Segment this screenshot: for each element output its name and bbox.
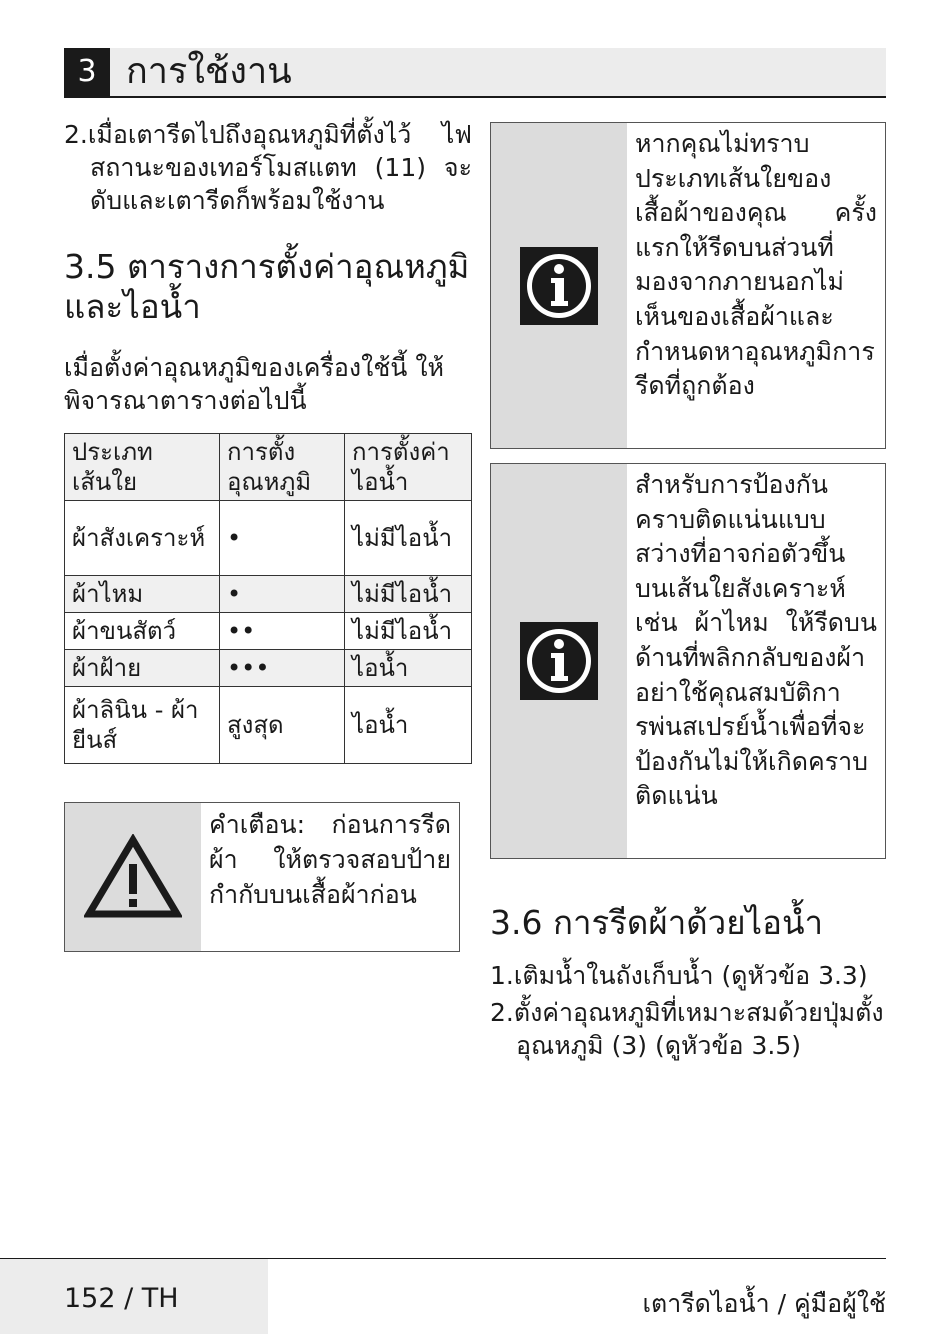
table-cell-fiber: ผ้าไหม (65, 576, 220, 613)
info-icon-panel (491, 123, 627, 448)
step-2: 2.ตั้งค่าอุณหภูมิที่เหมาะสมด้วยปุ่มตั้งอุณหภูมิ (3) (ดูหัวข้อ 3.5) (490, 998, 884, 1060)
table-cell-steam: ไม่มีไอน้ำ (345, 501, 472, 576)
table-cell-temperature: สูงสุด (220, 687, 345, 764)
info-box-fiber-type (490, 122, 886, 449)
info-icon (520, 247, 598, 325)
table-cell-temperature: • (220, 501, 345, 576)
table-row (65, 576, 472, 613)
table-header-temperature: การตั้งอุณหภูมิ (220, 434, 345, 501)
table-cell-fiber: ผ้าลินิน - ผ้ายีนส์ (65, 687, 220, 764)
table-row (65, 613, 472, 650)
info-text-fiber-type: หากคุณไม่ทราบประเภทเส้นใยของเสื้อผ้าของคุณ ครั้งแรกให้รีดบนส่วนที่มองจากภายนอกไม่เห็นของเสื้อผ้าและกำหนดหาอุณหภูมิการรีดที่ถูกต้อง (635, 129, 877, 401)
right-column (490, 122, 886, 1062)
table-cell-steam: ไม่มีไอน้ำ (345, 576, 472, 613)
table-cell-temperature: •• (220, 613, 345, 650)
warning-icon-panel (65, 803, 201, 951)
table-cell-temperature: • (220, 576, 345, 613)
left-column (64, 118, 472, 952)
table-row (65, 687, 472, 764)
step-list-continued (64, 118, 472, 217)
table-row (65, 650, 472, 687)
section-header (64, 48, 886, 98)
temperature-steam-table (64, 433, 472, 764)
step-2: 2.เมื่อเตารีดไปถึงอุณหภูมิที่ตั้งไว้ ไฟสถานะของเทอร์โมสแตท (11) จะดับและเตารีดก็พร้อมใช้งาน (64, 120, 472, 215)
table-cell-steam: ไม่มีไอน้ำ (345, 613, 472, 650)
info-box-shiny-marks (490, 463, 886, 859)
warning-text: คำเตือน: ก่อนการรีดผ้า ให้ตรวจสอบป้ายกำกับบนเสื้อผ้าก่อน (209, 810, 451, 909)
table-cell-steam: ไอน้ำ (345, 687, 472, 764)
table-cell-temperature: ••• (220, 650, 345, 687)
table-header-fiber: ประเภทเส้นใย (65, 434, 220, 501)
document-title: เตารีดไอน้ำ / คู่มือผู้ใช้ (642, 1289, 886, 1318)
table-cell-steam: ไอน้ำ (345, 650, 472, 687)
section-3-5-title: 3.5 ตารางการตั้งค่าอุณหภูมิและไอน้ำ (64, 247, 470, 326)
section-number: 3 (64, 48, 110, 96)
step-1: 1.เติมน้ำในถังเก็บน้ำ (ดูหัวข้อ 3.3) (490, 961, 868, 990)
section-title: การใช้งาน (126, 51, 292, 92)
table-cell-fiber: ผ้าฝ้าย (65, 650, 220, 687)
table-cell-fiber: ผ้าสังเคราะห์ (65, 501, 220, 576)
table-row (65, 501, 472, 576)
info-icon-panel (491, 464, 627, 858)
footer-page-panel (0, 1259, 268, 1334)
steam-ironing-steps (490, 959, 886, 1062)
warning-box (64, 802, 460, 952)
page-number: 152 / TH (64, 1283, 179, 1314)
info-text-shiny-marks: สำหรับการป้องกันคราบติดแน่นแบบสว่างที่อาจก่อตัวขึ้นบนเส้นใยสังเคราะห์ เช่น ผ้าไหม ให้รีดบนด้านที่พลิกกลับของผ้า อย่าใช้คุณสมบัติการพ่นสเปรย์น้ำเพื่อที่จะป้องกันไม่ให้เกิดคราบติดแน่น (635, 470, 877, 811)
table-cell-fiber: ผ้าขนสัตว์ (65, 613, 220, 650)
warning-triangle-icon (84, 834, 182, 920)
section-3-6-title: 3.6 การรีดผ้าด้วยไอน้ำ (490, 903, 824, 942)
table-header-row (65, 434, 472, 501)
info-icon (520, 622, 598, 700)
table-header-steam: การตั้งค่าไอน้ำ (345, 434, 472, 501)
section-3-5-intro: เมื่อตั้งค่าอุณหภูมิของเครื่องใช้นี้ ให้พิจารณาตารางต่อไปนี้ (64, 353, 445, 415)
